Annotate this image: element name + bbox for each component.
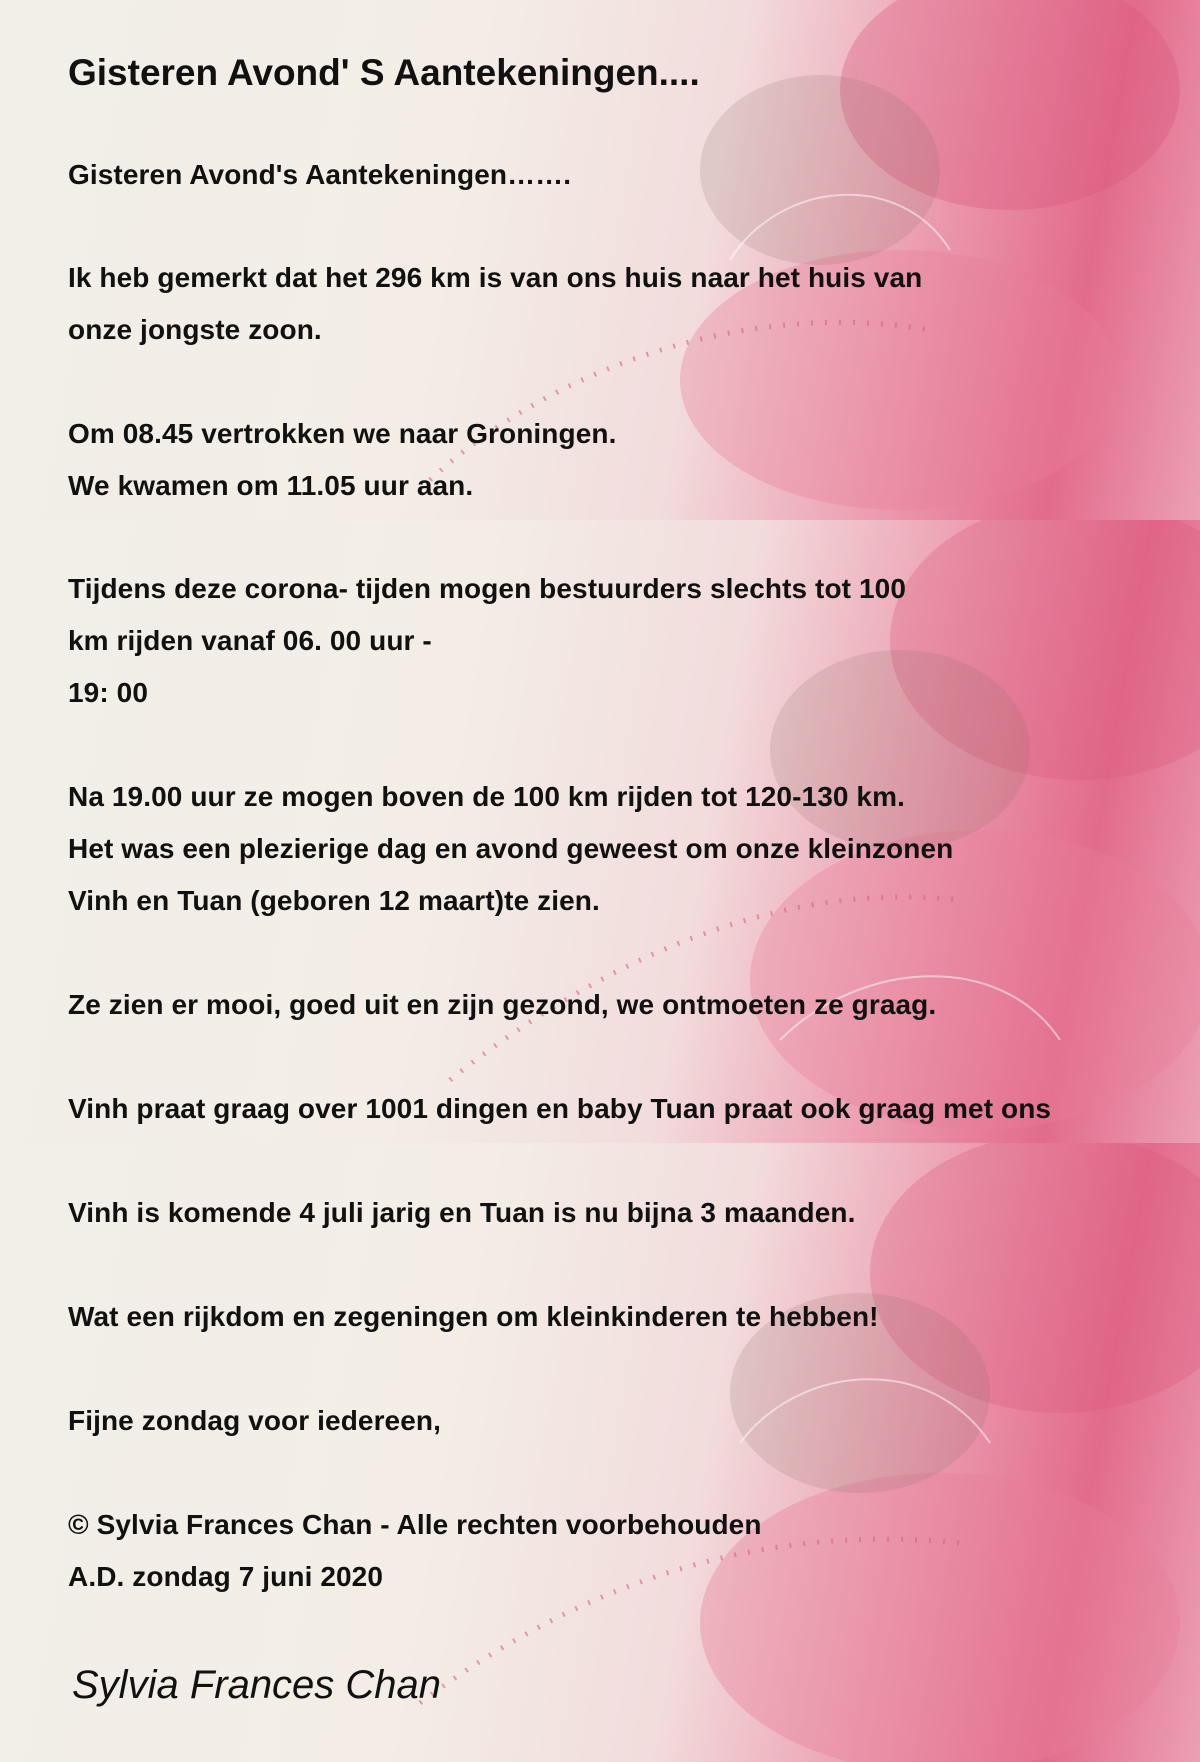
poem-line: We kwamen om 11.05 uur aan. — [68, 470, 474, 501]
poem-line: 19: 00 — [68, 677, 148, 708]
poem-line: Ik heb gemerkt dat het 296 km is van ons huis naar het huis van — [68, 262, 923, 293]
poem-line: Vinh is komende 4 juli jarig en Tuan is nu bijna 3 maanden. — [68, 1197, 856, 1228]
background-panel-middle — [0, 520, 1200, 1143]
poem-line: onze jongste zoon. — [68, 314, 322, 345]
date-line: A.D. zondag 7 juni 2020 — [68, 1561, 384, 1592]
poem-line: km rijden vanaf 06. 00 uur - — [68, 625, 432, 656]
poem-line: Ze zien er mooi, goed uit en zijn gezond, we ontmoeten ze graag. — [68, 989, 937, 1020]
poem-line: Vinh praat graag over 1001 dingen en baby Tuan praat ook graag met ons — [68, 1093, 1052, 1124]
poem-line: Gisteren Avond's Aantekeningen……. — [68, 159, 572, 190]
poem-title: Gisteren Avond' S Aantekeningen.... — [68, 52, 700, 93]
poem-line: Om 08.45 vertrokken we naar Groningen. — [68, 418, 617, 449]
copyright-line: © Sylvia Frances Chan - Alle rechten voorbehouden — [68, 1509, 762, 1540]
poem-line: Na 19.00 uur ze mogen boven de 100 km rijden tot 120-130 km. — [68, 781, 905, 812]
poem-line: Wat een rijkdom en zegeningen om kleinkinderen te hebben! — [68, 1301, 879, 1332]
poem-line: Tijdens deze corona- tijden mogen bestuurders slechts tot 100 — [68, 573, 906, 604]
poem-line: Vinh en Tuan (geboren 12 maart)te zien. — [68, 885, 600, 916]
poem-line: Fijne zondag voor iedereen, — [68, 1405, 441, 1436]
poem-line: Het was een plezierige dag en avond geweest om onze kleinzonen — [68, 833, 954, 864]
author-signature: Sylvia Frances Chan — [72, 1663, 442, 1707]
